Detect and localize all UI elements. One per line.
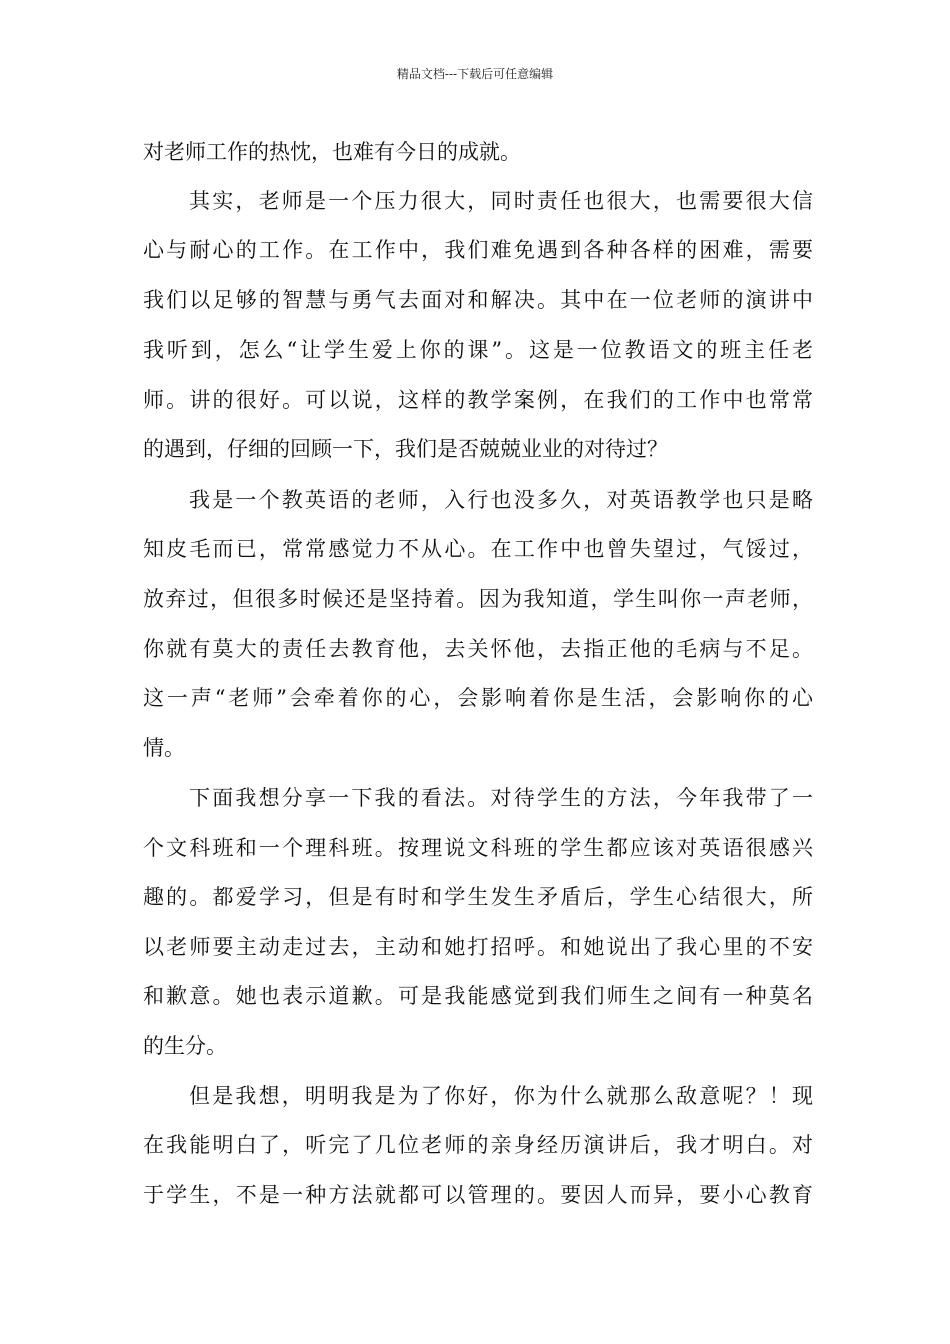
text-line: 个文科班和一个理科班。按理说文科班的学生都应该对英语很感兴 bbox=[143, 836, 813, 860]
text-line: 我是一个教英语的老师，入行也没多久，对英语教学也只是略 bbox=[189, 488, 813, 512]
text-line: 趣的。都爱学习，但是有时和学生发生矛盾后，学生心结很大，所 bbox=[143, 885, 813, 909]
text-line: 这一声“老师”会牵着你的心，会影响着你是生活，会影响你的心 bbox=[143, 686, 813, 710]
text-line: 我们以足够的智慧与勇气去面对和解决。其中在一位老师的演讲中 bbox=[143, 288, 813, 312]
page-header: 精品文档---下载后可任意编辑 bbox=[396, 67, 554, 81]
text-line: 知皮毛而已，常常感觉力不从心。在工作中也曾失望过，气馁过， bbox=[143, 537, 813, 561]
text-line: 下面我想分享一下我的看法。对待学生的方法，今年我带了一 bbox=[189, 786, 813, 810]
text-line: 心与耐心的工作。在工作中，我们难免遇到各种各样的困难，需要 bbox=[143, 238, 813, 262]
text-line: 师。讲的很好。可以说，这样的教学案例，在我们的工作中也常常 bbox=[143, 388, 813, 412]
text-line: 于学生，不是一种方法就都可以管理的。要因人而异，要小心教育 bbox=[143, 1183, 813, 1207]
text-line: 和歉意。她也表示道歉。可是我能感觉到我们师生之间有一种莫名 bbox=[143, 984, 813, 1008]
text-line: 但是我想，明明我是为了你好，你为什么就那么敌意呢？！现 bbox=[189, 1084, 813, 1108]
text-line: 对老师工作的热忱，也难有今日的成就。 bbox=[143, 140, 521, 164]
text-line: 其实，老师是一个压力很大，同时责任也很大，也需要很大信 bbox=[189, 189, 813, 213]
text-line: 你就有莫大的责任去教育他，去关怀他，去指正他的毛病与不足。 bbox=[143, 637, 813, 661]
text-line: 放弃过，但很多时候还是坚持着。因为我知道，学生叫你一声老师， bbox=[143, 587, 813, 611]
text-line: 情。 bbox=[143, 736, 185, 760]
text-line: 的遇到，仔细的回顾一下，我们是否兢兢业业的对待过？ bbox=[143, 437, 668, 461]
text-line: 以老师要主动走过去，主动和她打招呼。和她说出了我心里的不安 bbox=[143, 935, 813, 959]
text-line: 在我能明白了，听完了几位老师的亲身经历演讲后，我才明白。对 bbox=[143, 1133, 813, 1157]
text-line: 的生分。 bbox=[143, 1034, 227, 1058]
text-line: 我听到，怎么“让学生爱上你的课”。这是一位教语文的班主任老 bbox=[143, 338, 813, 362]
